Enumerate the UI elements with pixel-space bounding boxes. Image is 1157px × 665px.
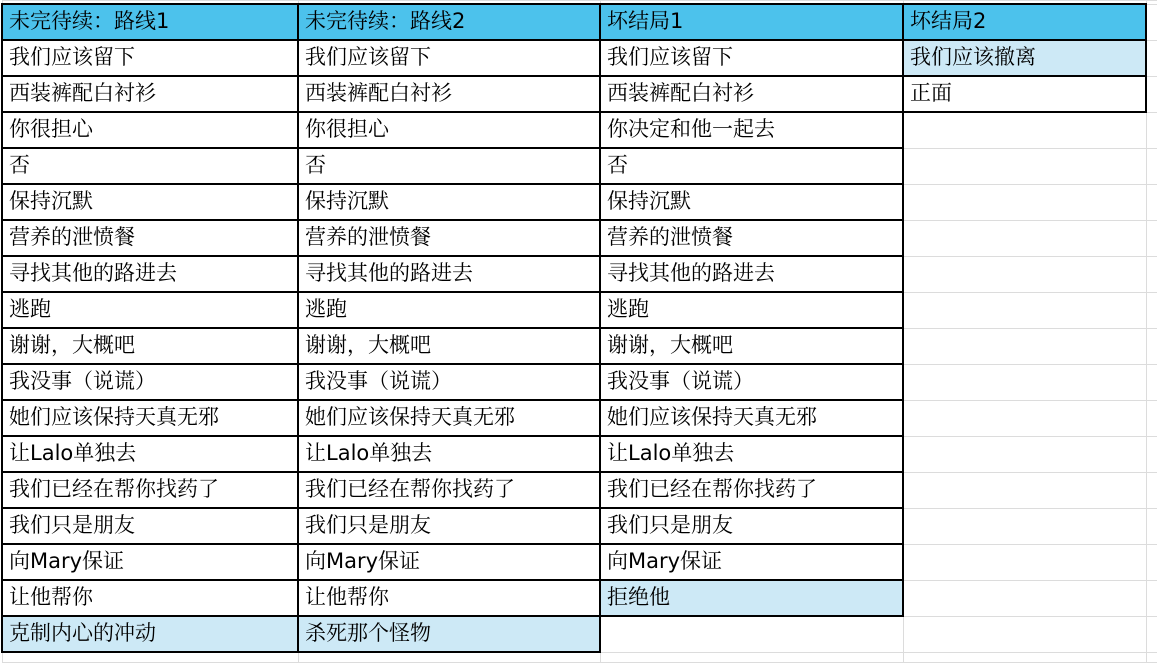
table-cell[interactable]: 逃跑 xyxy=(2,292,298,328)
table-cell[interactable]: 你决定和他一起去 xyxy=(600,112,903,148)
table-cell[interactable]: 我们应该撤离 xyxy=(903,40,1146,76)
table-cell[interactable]: 我们已经在帮你找药了 xyxy=(298,472,600,508)
table-cell[interactable]: 我们只是朋友 xyxy=(2,508,298,544)
grid-margin-cell[interactable] xyxy=(2,652,298,663)
empty-cell[interactable] xyxy=(903,400,1146,436)
table-cell[interactable]: 寻找其他的路进去 xyxy=(600,256,903,292)
empty-cell[interactable] xyxy=(903,148,1146,184)
empty-cell[interactable] xyxy=(903,328,1146,364)
grid-margin-cell[interactable] xyxy=(1146,616,1157,652)
table-cell[interactable]: 我没事（说谎） xyxy=(298,364,600,400)
table-cell[interactable]: 我没事（说谎） xyxy=(600,364,903,400)
table-cell[interactable]: 你很担心 xyxy=(298,112,600,148)
table-cell[interactable]: 否 xyxy=(298,148,600,184)
empty-cell[interactable] xyxy=(903,472,1146,508)
column-header-2[interactable]: 未完待续：路线2 xyxy=(298,4,600,40)
table-cell[interactable]: 她们应该保持天真无邪 xyxy=(298,400,600,436)
table-cell[interactable]: 谢谢，大概吧 xyxy=(2,328,298,364)
table-cell[interactable]: 克制内心的冲动 xyxy=(2,616,298,652)
grid-margin-cell[interactable] xyxy=(1146,76,1157,112)
table-cell[interactable]: 向Mary保证 xyxy=(298,544,600,580)
table-cell[interactable]: 让他帮你 xyxy=(298,580,600,616)
table-cell[interactable]: 否 xyxy=(2,148,298,184)
table-cell[interactable]: 谢谢，大概吧 xyxy=(600,328,903,364)
grid-margin-cell[interactable] xyxy=(1146,112,1157,148)
empty-cell[interactable] xyxy=(903,112,1146,148)
table-cell[interactable]: 保持沉默 xyxy=(298,184,600,220)
grid-margin-cell[interactable] xyxy=(1146,544,1157,580)
table-cell[interactable]: 她们应该保持天真无邪 xyxy=(600,400,903,436)
table-row xyxy=(2,508,1157,544)
header-row xyxy=(2,4,1157,40)
table-row xyxy=(2,40,1157,76)
column-header-3[interactable]: 坏结局1 xyxy=(600,4,903,40)
column-header-4[interactable]: 坏结局2 xyxy=(903,4,1146,40)
grid-margin-cell[interactable] xyxy=(1146,328,1157,364)
empty-cell[interactable] xyxy=(600,616,903,652)
column-header-1[interactable]: 未完待续：路线1 xyxy=(2,4,298,40)
table-row xyxy=(2,256,1157,292)
grid-margin-cell[interactable] xyxy=(1146,364,1157,400)
table-cell[interactable]: 西装裤配白衬衫 xyxy=(2,76,298,112)
grid-margin-cell[interactable] xyxy=(1146,652,1157,663)
table-row xyxy=(2,292,1157,328)
table-cell[interactable]: 我们已经在帮你找药了 xyxy=(2,472,298,508)
table-row xyxy=(2,328,1157,364)
grid-margin-cell[interactable] xyxy=(1146,40,1157,76)
empty-cell[interactable] xyxy=(903,544,1146,580)
grid-margin-cell[interactable] xyxy=(1146,292,1157,328)
table-cell[interactable]: 保持沉默 xyxy=(600,184,903,220)
table-row xyxy=(2,472,1157,508)
table-cell[interactable]: 正面 xyxy=(903,76,1146,112)
table-cell[interactable]: 我们应该留下 xyxy=(2,40,298,76)
grid-margin-cell[interactable] xyxy=(600,652,903,663)
table-cell[interactable]: 我没事（说谎） xyxy=(2,364,298,400)
table-cell[interactable]: 我们应该留下 xyxy=(600,40,903,76)
table-row xyxy=(2,148,1157,184)
table-cell[interactable]: 让Lalo单独去 xyxy=(2,436,298,472)
table-row xyxy=(2,112,1157,148)
grid-margin-cell[interactable] xyxy=(1146,508,1157,544)
table-cell[interactable]: 寻找其他的路进去 xyxy=(298,256,600,292)
table-cell[interactable]: 逃跑 xyxy=(298,292,600,328)
table-cell[interactable]: 她们应该保持天真无邪 xyxy=(2,400,298,436)
grid-margin-cell[interactable] xyxy=(903,652,1146,663)
grid-margin-cell[interactable] xyxy=(1146,184,1157,220)
table-row xyxy=(2,544,1157,580)
grid-margin-cell[interactable] xyxy=(1146,400,1157,436)
table-cell[interactable]: 营养的泄愤餐 xyxy=(600,220,903,256)
grid-margin-cell[interactable] xyxy=(1146,256,1157,292)
table-row xyxy=(2,616,1157,652)
grid-margin-cell[interactable] xyxy=(1146,436,1157,472)
table-cell[interactable]: 你很担心 xyxy=(2,112,298,148)
table-cell[interactable]: 寻找其他的路进去 xyxy=(2,256,298,292)
grid-margin-cell[interactable] xyxy=(1146,220,1157,256)
table-cell[interactable]: 西装裤配白衬衫 xyxy=(600,76,903,112)
table-cell[interactable]: 让Lalo单独去 xyxy=(298,436,600,472)
table-cell[interactable]: 拒绝他 xyxy=(600,580,903,616)
table-cell[interactable]: 杀死那个怪物 xyxy=(298,616,600,652)
table-cell[interactable]: 向Mary保证 xyxy=(2,544,298,580)
empty-cell[interactable] xyxy=(903,184,1146,220)
table-cell[interactable]: 营养的泄愤餐 xyxy=(298,220,600,256)
grid-margin-cell[interactable] xyxy=(298,652,600,663)
table-cell[interactable]: 让他帮你 xyxy=(2,580,298,616)
table-cell[interactable]: 营养的泄愤餐 xyxy=(2,220,298,256)
table-cell[interactable]: 谢谢，大概吧 xyxy=(298,328,600,364)
table-cell[interactable]: 我们只是朋友 xyxy=(600,508,903,544)
table-row xyxy=(2,76,1157,112)
table-cell[interactable]: 让Lalo单独去 xyxy=(600,436,903,472)
table-row xyxy=(2,400,1157,436)
table-row xyxy=(2,436,1157,472)
empty-cell[interactable] xyxy=(903,256,1146,292)
table-row xyxy=(2,580,1157,616)
grid-margin-cell[interactable] xyxy=(1146,580,1157,616)
empty-cell[interactable] xyxy=(903,436,1146,472)
table-cell[interactable]: 逃跑 xyxy=(600,292,903,328)
empty-cell[interactable] xyxy=(903,508,1146,544)
table-row xyxy=(2,220,1157,256)
empty-cell[interactable] xyxy=(903,292,1146,328)
table-cell[interactable]: 我们应该留下 xyxy=(298,40,600,76)
table-row xyxy=(2,364,1157,400)
table-cell[interactable]: 我们已经在帮你找药了 xyxy=(600,472,903,508)
empty-cell[interactable] xyxy=(903,220,1146,256)
empty-cell[interactable] xyxy=(903,616,1146,652)
choices-table xyxy=(1,0,1157,663)
empty-cell[interactable] xyxy=(903,364,1146,400)
table-cell[interactable]: 向Mary保证 xyxy=(600,544,903,580)
grid-margin-cell[interactable] xyxy=(1146,472,1157,508)
table-row xyxy=(2,184,1157,220)
table-cell[interactable]: 西装裤配白衬衫 xyxy=(298,76,600,112)
table-cell[interactable]: 我们只是朋友 xyxy=(298,508,600,544)
table-cell[interactable]: 保持沉默 xyxy=(2,184,298,220)
grid-margin-cell[interactable] xyxy=(1146,4,1157,40)
empty-cell[interactable] xyxy=(903,580,1146,616)
grid-margin-cell[interactable] xyxy=(1146,148,1157,184)
table-cell[interactable]: 否 xyxy=(600,148,903,184)
